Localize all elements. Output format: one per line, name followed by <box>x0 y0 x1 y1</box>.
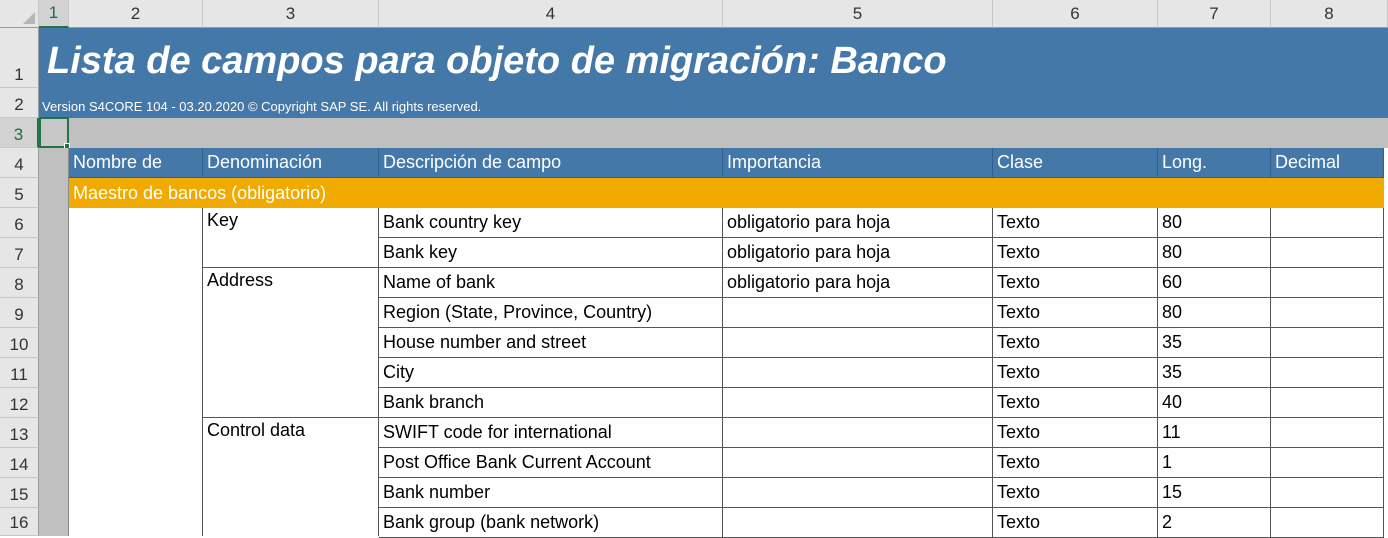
table-cell-importancia[interactable] <box>723 328 993 358</box>
table-cell-decimal[interactable] <box>1271 238 1384 268</box>
table-cell-decimal[interactable] <box>1271 448 1384 478</box>
table-cell-decimal[interactable] <box>1271 208 1384 238</box>
table-cell-long[interactable]: 40 <box>1158 388 1271 418</box>
header-importancia[interactable]: Importancia <box>723 148 993 178</box>
table-cell-desc[interactable]: House number and street <box>379 328 723 358</box>
table-cell-decimal[interactable] <box>1271 478 1384 508</box>
sheet-title: Lista de campos para objeto de migración: Banco <box>47 40 947 82</box>
column-header-6[interactable]: 6 <box>993 0 1158 28</box>
table-cell-clase[interactable]: Texto <box>993 478 1158 508</box>
table-cell-desc[interactable]: Bank number <box>379 478 723 508</box>
select-all-corner[interactable] <box>0 0 39 28</box>
row-header-4[interactable]: 4 <box>0 148 39 178</box>
table-cell-desc[interactable]: Post Office Bank Current Account <box>379 448 723 478</box>
separator-row[interactable] <box>39 118 1388 148</box>
table-cell-clase[interactable]: Texto <box>993 388 1158 418</box>
row-header-15[interactable]: 15 <box>0 478 39 508</box>
table-cell-long[interactable]: 2 <box>1158 508 1271 538</box>
table-cell-long[interactable]: 35 <box>1158 328 1271 358</box>
header-nombre[interactable]: Nombre de <box>69 148 203 178</box>
table-cell-importancia[interactable] <box>723 298 993 328</box>
table-cell-clase[interactable]: Texto <box>993 448 1158 478</box>
row-header-8[interactable]: 8 <box>0 268 39 298</box>
table-cell-decimal[interactable] <box>1271 418 1384 448</box>
table-cell-importancia[interactable] <box>723 508 993 538</box>
column-header-1[interactable]: 1 <box>39 0 69 28</box>
row-header-16[interactable]: 16 <box>0 508 39 536</box>
table-cell-long[interactable]: 80 <box>1158 238 1271 268</box>
table-cell-long[interactable]: 11 <box>1158 418 1271 448</box>
table-cell-long[interactable]: 80 <box>1158 208 1271 238</box>
table-cell-decimal[interactable] <box>1271 298 1384 328</box>
table-cell-clase[interactable]: Texto <box>993 238 1158 268</box>
table-cell-desc[interactable]: Name of bank <box>379 268 723 298</box>
column-header-7[interactable]: 7 <box>1158 0 1271 28</box>
group-key[interactable]: Key <box>203 208 379 268</box>
header-clase[interactable]: Clase <box>993 148 1158 178</box>
nombre-cell[interactable] <box>69 208 203 536</box>
table-cell-long[interactable]: 15 <box>1158 478 1271 508</box>
row-header-5[interactable]: 5 <box>0 178 39 208</box>
row-header-7[interactable]: 7 <box>0 238 39 268</box>
header-denominacion[interactable]: Denominación <box>203 148 379 178</box>
table-cell-clase[interactable]: Texto <box>993 418 1158 448</box>
row-header-12[interactable]: 12 <box>0 388 39 418</box>
header-decimal[interactable]: Decimal <box>1271 148 1384 178</box>
table-cell-importancia[interactable]: obligatorio para hoja <box>723 238 993 268</box>
column-header-3[interactable]: 3 <box>203 0 379 28</box>
row-header-3[interactable]: 3 <box>0 118 39 148</box>
table-cell-importancia[interactable] <box>723 478 993 508</box>
row-header-13[interactable]: 13 <box>0 418 39 448</box>
column-header-5[interactable]: 5 <box>723 0 993 28</box>
row-header-14[interactable]: 14 <box>0 448 39 478</box>
table-cell-clase[interactable]: Texto <box>993 208 1158 238</box>
group-address[interactable]: Address <box>203 268 379 418</box>
table-cell-decimal[interactable] <box>1271 328 1384 358</box>
table-cell-clase[interactable]: Texto <box>993 328 1158 358</box>
row-header-11[interactable]: 11 <box>0 358 39 388</box>
table-cell-desc[interactable]: Region (State, Province, Country) <box>379 298 723 328</box>
row-header-9[interactable]: 9 <box>0 298 39 328</box>
row-header-1[interactable]: 1 <box>0 28 39 88</box>
table-cell-desc[interactable]: Bank country key <box>379 208 723 238</box>
table-cell-long[interactable]: 80 <box>1158 298 1271 328</box>
table-cell-importancia[interactable]: obligatorio para hoja <box>723 208 993 238</box>
table-cell-desc[interactable]: SWIFT code for international <box>379 418 723 448</box>
table-cell-decimal[interactable] <box>1271 388 1384 418</box>
header-descripcion[interactable]: Descripción de campo <box>379 148 723 178</box>
column-header-8[interactable]: 8 <box>1271 0 1388 28</box>
table-cell-desc[interactable]: Bank group (bank network) <box>379 508 723 538</box>
row-header-2[interactable]: 2 <box>0 88 39 118</box>
table-cell-clase[interactable]: Texto <box>993 508 1158 538</box>
table-cell-desc[interactable]: City <box>379 358 723 388</box>
table-cell-long[interactable]: 1 <box>1158 448 1271 478</box>
row-header-10[interactable]: 10 <box>0 328 39 358</box>
section-row[interactable]: Maestro de bancos (obligatorio) <box>69 178 1384 208</box>
table-cell-clase[interactable]: Texto <box>993 268 1158 298</box>
table-cell-importancia[interactable] <box>723 358 993 388</box>
table-cell-decimal[interactable] <box>1271 358 1384 388</box>
table-cell-importancia[interactable]: obligatorio para hoja <box>723 268 993 298</box>
table-cell-desc[interactable]: Bank key <box>379 238 723 268</box>
table-cell-long[interactable]: 35 <box>1158 358 1271 388</box>
table-cell-decimal[interactable] <box>1271 508 1384 538</box>
table-cell-importancia[interactable] <box>723 418 993 448</box>
row-header-6[interactable]: 6 <box>0 208 39 238</box>
table-cell-long[interactable]: 60 <box>1158 268 1271 298</box>
column-header-4[interactable]: 4 <box>379 0 723 28</box>
header-long[interactable]: Long. <box>1158 148 1271 178</box>
table-cell-desc[interactable]: Bank branch <box>379 388 723 418</box>
sheet-subtitle: Version S4CORE 104 - 03.20.2020 © Copyright SAP SE. All rights reserved. <box>42 99 482 114</box>
group-control-data[interactable]: Control data <box>203 418 379 536</box>
column-header-2[interactable]: 2 <box>69 0 203 28</box>
table-cell-clase[interactable]: Texto <box>993 298 1158 328</box>
right-edge <box>1384 148 1388 536</box>
table-cell-importancia[interactable] <box>723 448 993 478</box>
table-cell-importancia[interactable] <box>723 388 993 418</box>
table-cell-decimal[interactable] <box>1271 268 1384 298</box>
table-cell-clase[interactable]: Texto <box>993 358 1158 388</box>
left-margin-column[interactable] <box>39 148 69 536</box>
